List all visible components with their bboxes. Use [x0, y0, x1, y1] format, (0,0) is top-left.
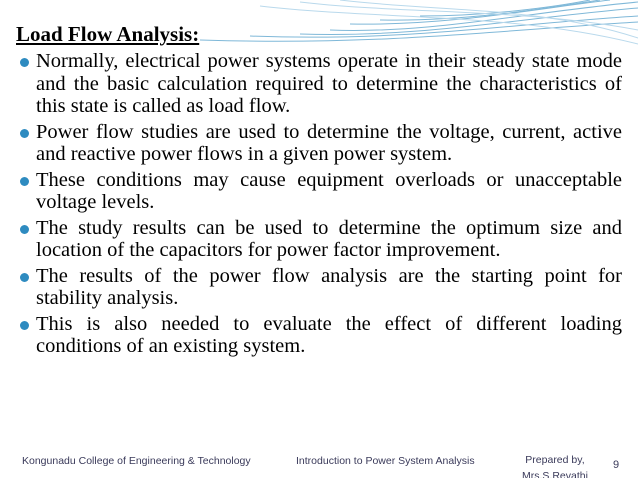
footer-author: Mrs.S.Revathi	[522, 470, 588, 478]
bullet-item	[20, 50, 622, 118]
bullet-text: The study results can be used to determine the optimum size and location of the capacitors for power factor improvement.	[36, 216, 622, 261]
footer-college: Kongunadu College of Engineering & Technology	[22, 455, 251, 467]
bullet-item	[20, 121, 622, 166]
bullet-dot-icon	[20, 129, 29, 138]
bullet-text: The results of the power flow analysis are the starting point for stability analysis.	[36, 264, 622, 309]
page-number: 9	[613, 459, 620, 471]
bullet-dot-icon	[20, 273, 29, 282]
bullet-dot-icon	[20, 225, 29, 234]
bullet-item	[20, 313, 622, 358]
bullet-text: Normally, electrical power systems operate in their steady state mode and the basic calculation required to determine the characteristics of this state is called as load flow.	[36, 50, 622, 117]
bullet-text: This is also needed to evaluate the effect of different loading conditions of an existing system.	[36, 312, 622, 357]
bullet-item	[20, 169, 622, 214]
bullet-dot-icon	[20, 58, 29, 67]
slide-title: Load Flow Analysis:	[16, 22, 200, 46]
footer-prepared-by: Prepared by,	[525, 454, 585, 466]
bullet-item	[20, 217, 622, 262]
bullet-list	[20, 50, 622, 361]
bullet-text: These conditions may cause equipment overloads or unacceptable voltage levels.	[36, 168, 622, 213]
footer-course: Introduction to Power System Analysis	[296, 455, 475, 467]
bullet-dot-icon	[20, 321, 29, 330]
bullet-item	[20, 265, 622, 310]
footer-author-block	[522, 452, 588, 478]
bullet-text: Power flow studies are used to determine the voltage, current, active and reactive power flows in a given power system.	[36, 120, 622, 165]
bullet-dot-icon	[20, 177, 29, 186]
